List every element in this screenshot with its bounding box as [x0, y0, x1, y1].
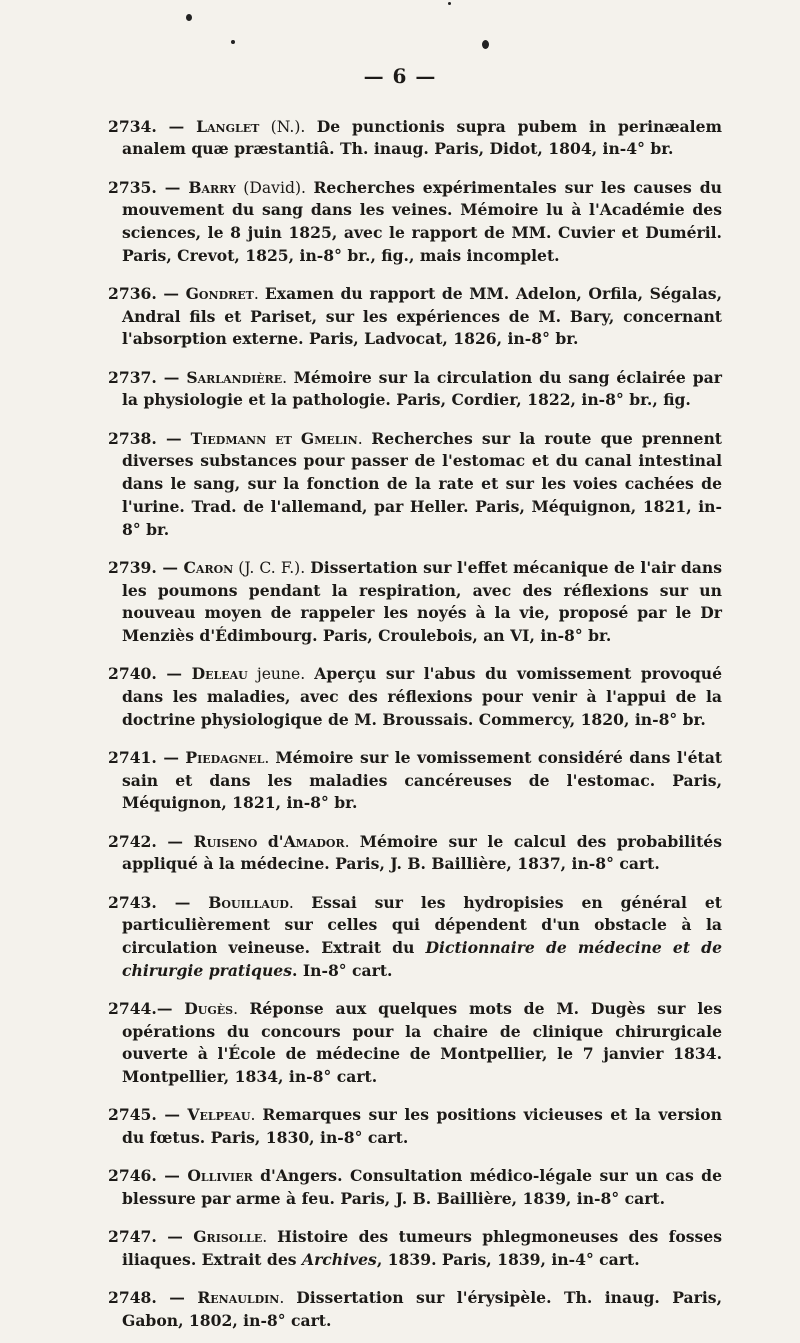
entry-author-detail: .	[233, 1000, 250, 1019]
bibliography-entry	[108, 116, 722, 161]
entry-text: Réponse aux quelques mots de M. Dugès sur les opérations du concours pour la chaire de clinique chirurgicale ouverte à l'École de médecine de Montpellier, le 7 janvier 1834. Montpellier, 1834, in-8° cart.	[122, 999, 722, 1087]
entry-author-detail: .	[344, 832, 360, 851]
entry-author-detail: .	[250, 1106, 263, 1125]
bibliography-entry	[108, 747, 722, 815]
ink-speck	[186, 14, 192, 21]
entry-dash: —	[156, 177, 189, 197]
entry-author: Barry	[188, 177, 236, 197]
entry-dash: —	[156, 1166, 188, 1186]
bibliography-entry	[108, 892, 722, 983]
entry-dash: —	[156, 892, 209, 912]
entry-number: 2738.	[108, 428, 157, 448]
entry-author-detail: .	[264, 748, 276, 767]
entry-author: Gondret	[185, 284, 254, 303]
entry-author: Ollivier	[187, 1166, 253, 1186]
entry-author: Renauldin	[197, 1288, 280, 1308]
entry-text: Aperçu sur l'abus du vomissement provoqué dans les maladies, avec des réflexions pour venir à l'appui de la doctrine physiologique de M. Broussais. Commercy, 1820, in-8° br.	[122, 664, 723, 729]
entry-number: 2741.	[108, 747, 157, 767]
entry-text: De punctionis supra pubem in perinæalem analem quæ præstantiâ. Th. inaug. Paris, Didot, 1804, in-4° br.	[122, 116, 722, 159]
entry-text: Mémoire sur la circulation du sang éclairée par la physiologie et la pathologie. Paris, Cordier, 1822, in-8° br., fig.	[122, 367, 722, 410]
entry-dash: —	[156, 428, 191, 448]
entry-author: Piedagnel	[185, 747, 265, 767]
entry-italic-title: Archives	[301, 1250, 377, 1270]
entry-text: Dissertation sur l'érysipèle. Th. inaug. Paris, Gabon, 1802, in-8° cart.	[122, 1288, 722, 1331]
entry-number: 2746.	[108, 1166, 157, 1186]
bibliography-entry	[108, 1287, 722, 1332]
entry-author: Tiedmann et Gmelin	[190, 428, 358, 448]
entry-author: Langlet	[196, 116, 260, 136]
entry-author-detail: .	[253, 285, 265, 303]
ink-speck	[448, 2, 451, 5]
entry-author: Dugès	[184, 999, 234, 1019]
bibliography-entry	[108, 1226, 722, 1271]
entry-dash: —	[156, 557, 184, 577]
entry-number: 2740.	[108, 664, 157, 684]
entry-number: 2736.	[108, 284, 157, 303]
entry-dash: —	[156, 831, 194, 851]
entry-author: Bouillaud	[208, 892, 289, 912]
page-number: — 6 —	[363, 64, 437, 88]
entry-number: 2748.	[108, 1288, 157, 1308]
entry-text: Recherches expérimentales sur les causes du mouvement du sang dans les veines. Mémoire lu à l'Académie des sciences, le 8 juin 1825, avec le rapport de MM. Cuvier et Duméril. Paris, Crevot, 1825, in-8° br., fig., mais incomplet.	[122, 177, 723, 265]
entry-text: Recherches sur la route que prennent diverses substances pour passer de l'estomac et du canal intestinal dans le sang, sur la fonction de la rate et sur les voies cachées de l'urine. Trad. de l'allemand, par Heller. Paris, Méquignon, 1821, in-8° br.	[122, 428, 723, 539]
entry-dash: —	[156, 1227, 194, 1247]
entry-author-detail: .	[282, 368, 294, 387]
entry-dash: —	[156, 367, 187, 387]
ink-speck	[482, 40, 489, 49]
entry-author-detail: (David).	[235, 178, 314, 197]
entry-text: Remarques sur les positions vicieuses et la version du fœtus. Paris, 1830, in-8° cart.	[122, 1105, 723, 1148]
entry-text-after: . In-8° cart.	[292, 960, 393, 980]
bibliography-entry	[108, 283, 722, 351]
entry-author: Caron	[183, 557, 234, 577]
entry-author-detail: jeune.	[247, 665, 315, 684]
ink-speck	[231, 40, 235, 44]
entry-author-detail: .	[279, 1289, 297, 1308]
entry-number: 2743.	[108, 892, 157, 912]
entry-number: 2744.	[108, 999, 157, 1019]
entry-dash: —	[156, 999, 185, 1019]
entry-text: Mémoire sur le calcul des probabilités appliqué à la médecine. Paris, J. B. Baillière, 1837, in-8° cart.	[122, 831, 722, 874]
bibliography-entry	[108, 428, 722, 542]
entry-dash: —	[156, 747, 186, 767]
entry-text: Mémoire sur le vomissement considéré dans l'état sain et dans les maladies cancéreuses de l'estomac. Paris, Méquignon, 1821, in-8° br.	[122, 747, 723, 813]
entry-author: Grisolle	[193, 1227, 263, 1247]
entry-author-detail: (N.).	[259, 117, 317, 136]
entry-text: Dissertation sur l'effet mécanique de l'air dans les poumons pendant la respiration, avec des réflexions sur un nouveau moyen de rappeler les noyés à la vie, proposé par le Dr Menziès d'Édimbourg. Paris, Croulebois, an VI, in-8° br.	[122, 557, 722, 645]
bibliography-list	[108, 100, 722, 1343]
entry-dash: —	[156, 664, 192, 684]
entry-author-detail: (J. C. F.).	[233, 558, 311, 577]
bibliography-entry	[108, 1104, 722, 1149]
entry-dash: —	[156, 1288, 198, 1308]
entry-italic-title: Dictionnaire de médecine et de chirurgie pratiques	[122, 938, 722, 980]
bibliography-entry	[108, 998, 722, 1089]
bibliography-entry	[108, 663, 722, 731]
entry-author: Sarlandière	[186, 367, 283, 387]
bibliography-entry	[108, 831, 722, 876]
entry-number: 2734.	[108, 116, 157, 136]
entry-dash: —	[156, 116, 197, 136]
bibliography-entry	[108, 367, 722, 412]
entry-author-secondary: Amador	[283, 831, 345, 851]
entry-author-detail: d'	[257, 831, 284, 851]
entry-author-detail: .	[288, 893, 312, 912]
entry-text: Histoire des tumeurs phlegmoneuses des fosses iliaques. Extrait des	[122, 1227, 723, 1270]
entry-dash: —	[156, 284, 186, 303]
entry-number: 2735.	[108, 177, 157, 197]
entry-text: Consultation médico-légale sur un cas de blessure par arme à feu. Paris, J. B. Baillière, 1839, in-8° cart.	[122, 1166, 722, 1209]
entry-text: Essai sur les hydropisies en général et particulièrement sur celles qui dépendent d'un obstacle à la circulation veineuse. Extrait du	[122, 892, 722, 958]
bibliography-entry	[108, 1165, 722, 1210]
entry-dash: —	[156, 1105, 188, 1125]
entry-author: Ruiseno	[193, 831, 258, 851]
entry-author-detail: d'Angers.	[252, 1166, 350, 1186]
entry-text: Examen du rapport de MM. Adelon, Orfila, Ségalas, Andral fils et Pariset, sur les expériences de M. Bary, concernant l'absorption externe. Paris, Ladvocat, 1826, in-8° br.	[122, 284, 723, 349]
entry-author: Velpeau	[187, 1105, 251, 1125]
bibliography-entry	[108, 557, 722, 648]
entry-text-after: , 1839. Paris, 1839, in-4° cart.	[376, 1250, 640, 1270]
entry-author: Deleau	[191, 664, 248, 684]
entry-number: 2739.	[108, 557, 157, 577]
entry-number: 2742.	[108, 831, 157, 851]
entry-number: 2745.	[108, 1105, 157, 1125]
entry-author-detail: .	[357, 429, 372, 448]
bibliography-entry	[108, 177, 722, 268]
entry-number: 2747.	[108, 1227, 157, 1247]
entry-author-detail: .	[262, 1228, 278, 1247]
entry-number: 2737.	[108, 367, 157, 387]
